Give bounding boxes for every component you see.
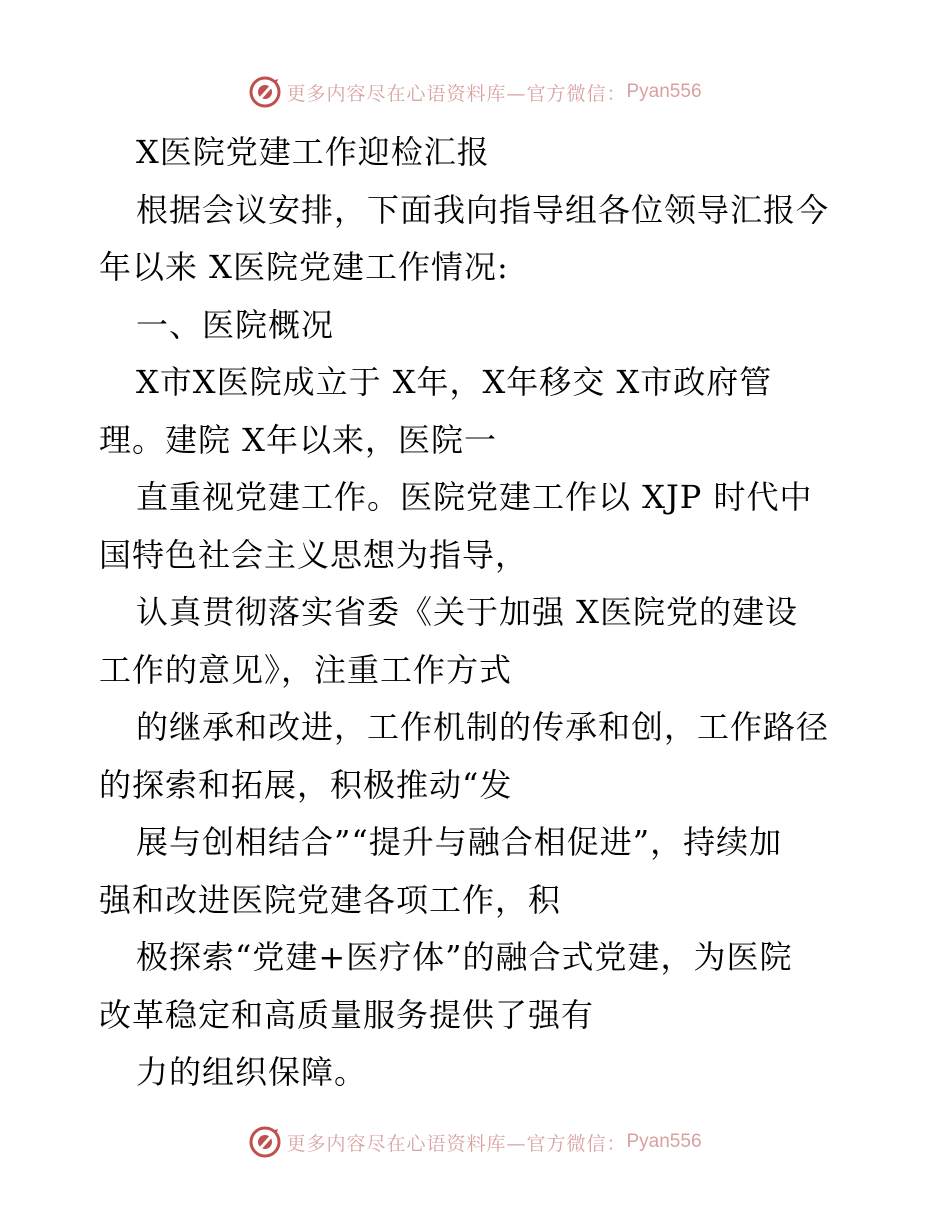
text-line: 理。建院 X年以来，医院一 xyxy=(99,420,497,459)
text-line: 的继承和改进，工作机制的传承和创，工作路径 xyxy=(136,708,830,746)
text-line: 一、医院概况 xyxy=(136,305,335,344)
watermark-wechat-id: Pyan556 xyxy=(626,1131,702,1152)
text-line: 根据会议安排，下面我向指导组各位领导汇报今 xyxy=(136,190,830,229)
footer-watermark xyxy=(0,1122,950,1162)
text-line: 直重视党建工作。医院党建工作以 XJP 时代中 xyxy=(136,478,813,516)
text-line: 强和改进医院党建各项工作，积 xyxy=(99,880,562,919)
paragraph-lines xyxy=(99,182,859,1102)
header-watermark xyxy=(0,72,950,112)
text-line: 国特色社会主义思想为指导， xyxy=(99,535,529,574)
text-line: 年以来 X医院党建工作情况: xyxy=(99,248,509,286)
watermark-text: 更多内容尽在心语资料库—官方微信： xyxy=(286,1132,627,1155)
watermark-wechat-id: Pyan556 xyxy=(626,81,702,102)
text-line: 极探索“党建+医疗体”的融合式党建，为医院 xyxy=(136,938,793,976)
text-line: 展与创相结合”“提升与融合相促进”，持续加 xyxy=(136,823,783,861)
logo-icon xyxy=(248,75,282,109)
watermark-text: 更多内容尽在心语资料库—官方微信： xyxy=(286,82,627,105)
text-line: 力的组织保障。 xyxy=(136,1053,368,1091)
text-line: X市X医院成立于 X年，X年移交 X市政府管 xyxy=(136,363,773,401)
document-body xyxy=(99,124,859,1102)
text-line: 认真贯彻落实省委《关于加强 X医院党的建设 xyxy=(136,593,798,631)
text-line: 的探索和拓展，积极推动“发 xyxy=(99,765,513,804)
document-title: X医院党建工作迎检汇报 xyxy=(136,133,490,171)
text-line: 改革稳定和高质量服务提供了强有 xyxy=(99,995,595,1034)
text-line: 工作的意见》，注重工作方式 xyxy=(99,650,513,689)
logo-icon xyxy=(248,1125,282,1159)
